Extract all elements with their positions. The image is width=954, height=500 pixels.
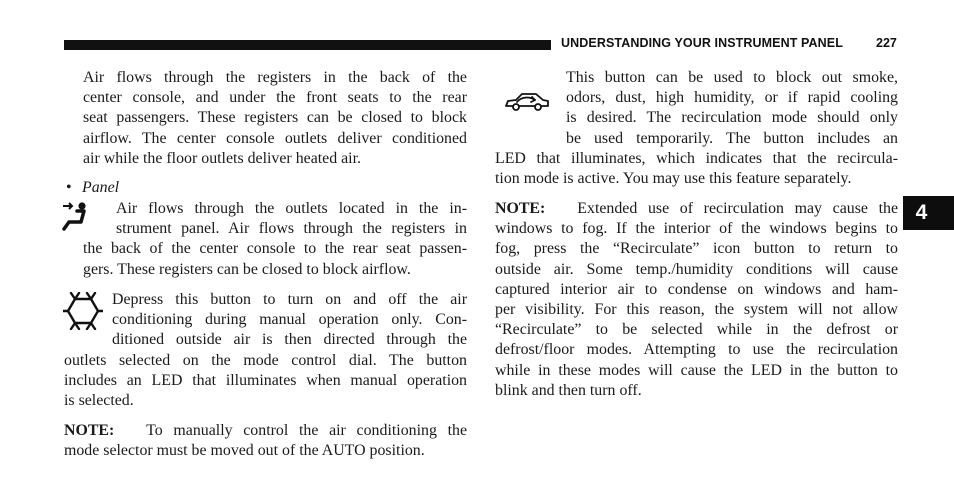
text-line: tion mode is active. You may use this feature separately. [495,169,852,187]
rear-registers-paragraph [83,68,467,169]
text-line: seat passengers. These registers can be closed to block [83,109,467,127]
text-line [495,199,898,219]
text-line: outlets selected on the mode control dial. The button [64,351,467,369]
text-line: windows to fog. If the interior of the windows begins to [495,220,898,238]
panel-paragraph-bottom [83,239,467,279]
header-rule [64,40,551,50]
text-line: while in these modes will cause the LED in the button to [495,361,898,379]
text-line: “Recirculate” to be selected while in the defrost or [495,321,898,339]
text-line [64,421,467,441]
snowflake-icon [63,292,103,330]
text-line: gers. These registers can be closed to block airflow. [83,260,411,278]
text-line: is desired. The recirculation mode should only [566,109,898,127]
recirc-paragraph-bottom [495,149,898,189]
text-line: per visibility. For this reason, the system will not allow [495,300,898,318]
bullet-label: Panel [82,179,120,196]
text-line: mode selector must be moved out of the AUTO position. [64,442,425,460]
text-line: odors, dust, high humidity, or if rapid cooling [566,89,898,107]
text-line: includes an LED that illuminates when manual operation [64,371,467,389]
text-line: is selected. [64,391,134,409]
panel-vent-icon [61,200,91,234]
panel-paragraph-top [116,199,467,239]
page-number: 227 [876,36,897,50]
text-line: LED that illuminates, which indicates that the recircula- [495,149,898,167]
running-header: UNDERSTANDING YOUR INSTRUMENT PANEL [561,36,843,50]
note-label: NOTE: [495,200,546,217]
recirculation-car-icon [503,92,551,114]
text-line: outside air. Some temp./humidity conditions will cause [495,260,898,278]
panel-bullet [66,178,119,198]
text-line: strument panel. Air flows through the registers in [116,220,467,238]
section-tab: 4 [903,196,954,230]
text-line: Air flows through the outlets located in the in- [116,200,467,217]
text-line: be used temporarily. The button includes an [566,129,898,147]
note-text: To manually control the air conditioning the [146,422,468,439]
bullet-dot: • [66,179,72,196]
text-line: fog, press the “Recirculate” icon button to return to [495,240,898,258]
recirc-paragraph-top [566,68,898,149]
text-line: blink and then turn off. [495,381,642,399]
recirc-note [495,199,898,401]
text-line: Air flows through the registers in the back of the [83,69,467,86]
text-line: ditioned outside air is then directed through the [112,331,467,349]
text-line: the back of the center console to the rear seat passen- [83,240,467,258]
text-line: This button can be used to block out smoke, [566,69,898,86]
text-line: defrost/floor modes. Attempting to use the recirculation [495,341,898,359]
note-label: NOTE: [64,422,115,439]
ac-note [64,421,467,461]
ac-paragraph-top [112,290,467,351]
note-text: Extended use of recirculation may cause the [577,200,898,217]
text-line: Depress this button to turn on and off the air [112,291,467,308]
text-line: center console, and under the front seats to the rear [83,89,467,107]
text-line: conditioning during manual operation only. Con- [112,311,467,329]
text-line: captured interior air to condense on windows and ham- [495,280,898,298]
text-line: air while the floor outlets deliver heated air. [83,149,361,167]
text-line: airflow. The center console outlets deliver conditioned [83,129,467,147]
ac-paragraph-bottom [64,351,467,412]
